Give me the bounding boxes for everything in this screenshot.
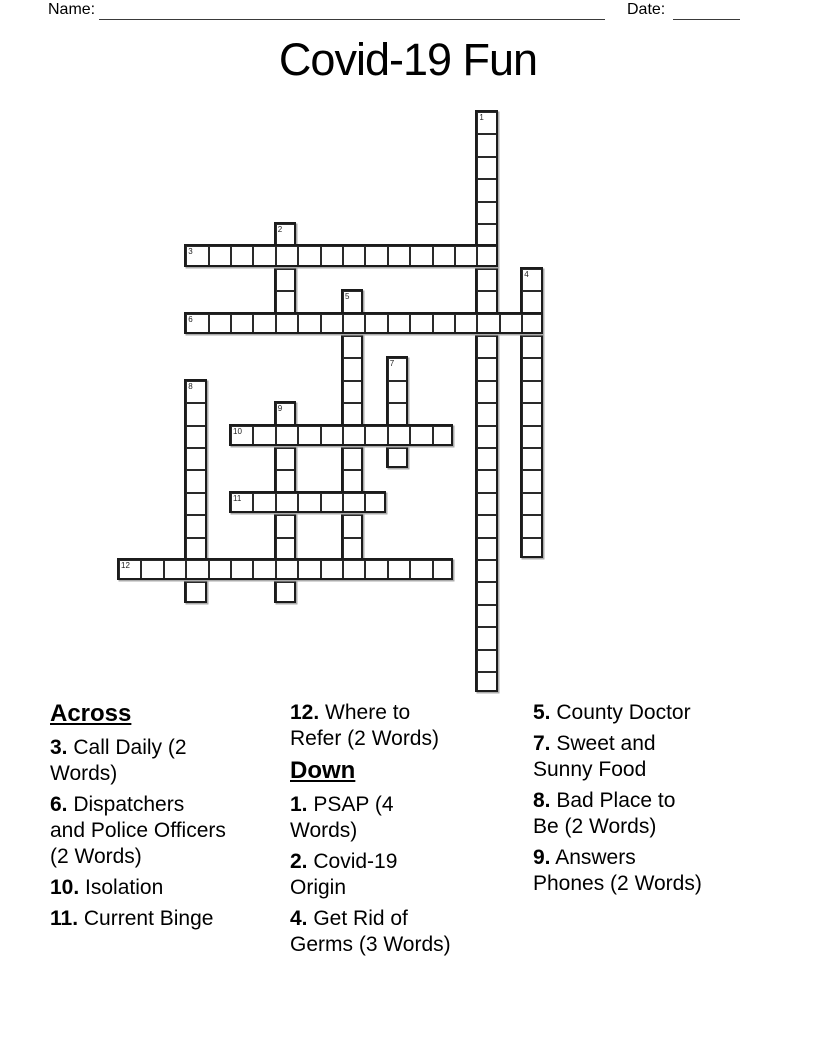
word-12-across (117, 558, 453, 580)
cell (455, 314, 477, 334)
cell (343, 538, 363, 560)
word-10-across (229, 424, 453, 446)
clue-number: 10. (50, 876, 80, 899)
clue-column-3 (533, 700, 785, 902)
cell (522, 403, 542, 425)
clue-12 (290, 700, 532, 752)
cell (343, 246, 365, 266)
cell (477, 605, 497, 627)
cell (365, 246, 387, 266)
cell (522, 448, 542, 470)
cell (276, 291, 296, 313)
clue-column-2 (290, 700, 532, 963)
clue-line: 10. Isolation (50, 876, 164, 899)
cell (231, 560, 253, 580)
cell (276, 426, 298, 446)
cell (477, 336, 497, 358)
cell (477, 269, 497, 291)
cell (276, 515, 296, 537)
clue-line: 2. Covid-19 (290, 850, 398, 873)
clue-number: 11. (50, 907, 79, 930)
cell (522, 538, 542, 558)
clue-2 (290, 849, 532, 901)
cell (477, 179, 497, 201)
cell-number: 2 (277, 225, 283, 234)
cell (186, 381, 206, 403)
cell (231, 246, 253, 266)
cell (141, 560, 163, 580)
cell (388, 403, 408, 425)
cell (433, 560, 453, 580)
cell (253, 314, 275, 334)
clue-number: 4. (290, 907, 308, 930)
cell (343, 358, 363, 380)
cell (276, 403, 296, 425)
clue-11 (50, 906, 288, 932)
cell (522, 358, 542, 380)
cell (298, 246, 320, 266)
cell (477, 134, 497, 156)
clue-line: Sunny Food (533, 758, 647, 781)
word-11-across (229, 491, 386, 513)
cell (276, 269, 296, 291)
cell (522, 381, 542, 403)
cell (365, 426, 387, 446)
clue-line: 11. Current Binge (50, 907, 214, 930)
cell (343, 314, 365, 334)
cell (388, 381, 408, 403)
cell (388, 314, 410, 334)
cell (500, 314, 522, 334)
clue-line: and Police Officers (50, 819, 226, 842)
clue-8 (533, 788, 785, 840)
clue-number: 7. (533, 732, 551, 755)
cell (186, 314, 208, 334)
clue-line: Be (2 Words) (533, 815, 657, 838)
cell (343, 448, 363, 470)
cell (343, 560, 365, 580)
cell (522, 314, 542, 334)
cell (477, 291, 497, 313)
clue-3 (50, 735, 288, 787)
cell (477, 493, 497, 515)
cell (231, 493, 253, 513)
cell (365, 493, 385, 513)
clue-line: 5. County Doctor (533, 701, 691, 724)
cell (388, 426, 410, 446)
cell (209, 560, 231, 580)
cell (388, 560, 410, 580)
cell (186, 403, 206, 425)
clue-line: 4. Get Rid of (290, 907, 408, 930)
clue-line: Phones (2 Words) (533, 872, 702, 895)
clue-line: Refer (2 Words) (290, 727, 439, 750)
clue-7 (533, 731, 785, 783)
cell (477, 358, 497, 380)
clue-5 (533, 700, 785, 726)
cell (253, 246, 275, 266)
cell (522, 336, 542, 358)
cell (298, 426, 320, 446)
cell (186, 426, 206, 448)
cell (186, 538, 206, 560)
cell (343, 470, 363, 492)
clue-line: 1. PSAP (4 (290, 793, 394, 816)
cell (186, 582, 206, 602)
cell (522, 426, 542, 448)
cell (477, 470, 497, 492)
cell (477, 112, 497, 134)
cell (477, 246, 497, 266)
clue-line: 9. Answers (533, 846, 636, 869)
cell (410, 426, 432, 446)
cell (433, 314, 455, 334)
cell (119, 560, 141, 580)
cell (477, 426, 497, 448)
cell-number: 7 (389, 359, 395, 369)
cell (477, 381, 497, 403)
cell (388, 448, 408, 468)
word-7-down (386, 356, 408, 468)
cell-number: 3 (188, 247, 193, 257)
clue-column-1 (50, 700, 288, 937)
clue-line: 8. Bad Place to (533, 789, 676, 812)
cell (253, 426, 275, 446)
cell (253, 560, 275, 580)
cell (410, 314, 432, 334)
cell (477, 202, 497, 224)
cell (455, 246, 477, 266)
cell (477, 560, 497, 582)
cell (477, 448, 497, 470)
cell (477, 582, 497, 604)
clue-number: 12. (290, 701, 320, 724)
cell (186, 470, 206, 492)
cell-number: 9 (277, 404, 283, 414)
page-title: Covid-19 Fun (278, 34, 538, 85)
date-label: Date: (627, 1, 666, 18)
cell (186, 246, 208, 266)
cell (186, 493, 206, 515)
cell (410, 560, 432, 580)
name-label: Name: (48, 1, 96, 18)
cell (164, 560, 186, 580)
cell (298, 314, 320, 334)
cell (209, 246, 231, 266)
cell (321, 560, 343, 580)
across-heading: Across (50, 700, 132, 727)
cell (388, 358, 408, 380)
word-4-down (520, 267, 542, 558)
cell (477, 157, 497, 179)
cell (186, 448, 206, 470)
cell (522, 291, 542, 313)
clue-line: (2 Words) (50, 845, 142, 868)
cell (343, 403, 363, 425)
clue-number: 8. (533, 789, 551, 812)
cell (522, 493, 542, 515)
cell (388, 246, 410, 266)
clue-line: 3. Call Daily (2 (50, 736, 187, 759)
cell (186, 515, 206, 537)
cell (343, 291, 363, 313)
cell (365, 560, 387, 580)
cell-number: 8 (188, 381, 193, 391)
cell-number: 10 (233, 426, 242, 436)
cell (477, 672, 497, 692)
cell (343, 426, 365, 446)
cell (276, 470, 296, 492)
cell (321, 314, 343, 334)
cell (522, 470, 542, 492)
cell (477, 403, 497, 425)
cell (477, 627, 497, 649)
cell (433, 426, 453, 446)
cell (276, 314, 298, 334)
cell (298, 560, 320, 580)
clue-9 (533, 845, 785, 897)
cell (365, 314, 387, 334)
clue-line: Origin (290, 876, 347, 899)
clue-1 (290, 792, 532, 844)
clue-number: 5. (533, 701, 551, 724)
cell (231, 314, 253, 334)
down-heading: Down (290, 757, 356, 784)
cell (522, 269, 542, 291)
cell (276, 493, 298, 513)
cell (276, 582, 296, 602)
clue-number: 9. (533, 846, 551, 869)
cell-number: 1 (479, 113, 484, 122)
cell (276, 246, 298, 266)
clue-4 (290, 906, 532, 958)
cell (321, 493, 343, 513)
cell (477, 538, 497, 560)
cell (321, 246, 343, 266)
clue-line: Words) (290, 819, 358, 842)
cell (343, 381, 363, 403)
clue-line: 6. Dispatchers (50, 793, 185, 816)
cell (231, 426, 253, 446)
word-3-across (184, 244, 498, 266)
cell (253, 493, 275, 513)
cell (477, 515, 497, 537)
clue-number: 1. (290, 793, 308, 816)
cell (209, 314, 231, 334)
clue-10 (50, 875, 288, 901)
word-6-across (184, 312, 542, 334)
cell (343, 515, 363, 537)
clue-number: 2. (290, 850, 308, 873)
clue-number: 6. (50, 793, 68, 816)
clue-line: 12. Where to (290, 701, 411, 724)
clue-line: 7. Sweet and (533, 732, 656, 755)
cell-number: 4 (524, 269, 529, 279)
cell (410, 246, 432, 266)
cell (186, 560, 208, 580)
cell (276, 224, 296, 246)
cell (522, 515, 542, 537)
clue-line: Words) (50, 762, 118, 785)
cell (321, 426, 343, 446)
cell-number: 5 (345, 292, 350, 302)
cell (276, 560, 298, 580)
cell (298, 493, 320, 513)
clue-6 (50, 792, 288, 870)
cell-number: 12 (121, 561, 130, 570)
cell (477, 224, 497, 246)
cell (477, 650, 497, 672)
clue-line: Germs (3 Words) (290, 933, 451, 956)
cell-number: 6 (188, 314, 193, 324)
cell (343, 493, 365, 513)
cell (276, 448, 296, 470)
cell (433, 246, 455, 266)
cell (477, 314, 499, 334)
cell (276, 538, 296, 560)
cell-number: 11 (233, 493, 242, 503)
cell (343, 336, 363, 358)
word-1-down (475, 110, 497, 692)
clue-number: 3. (50, 736, 68, 759)
